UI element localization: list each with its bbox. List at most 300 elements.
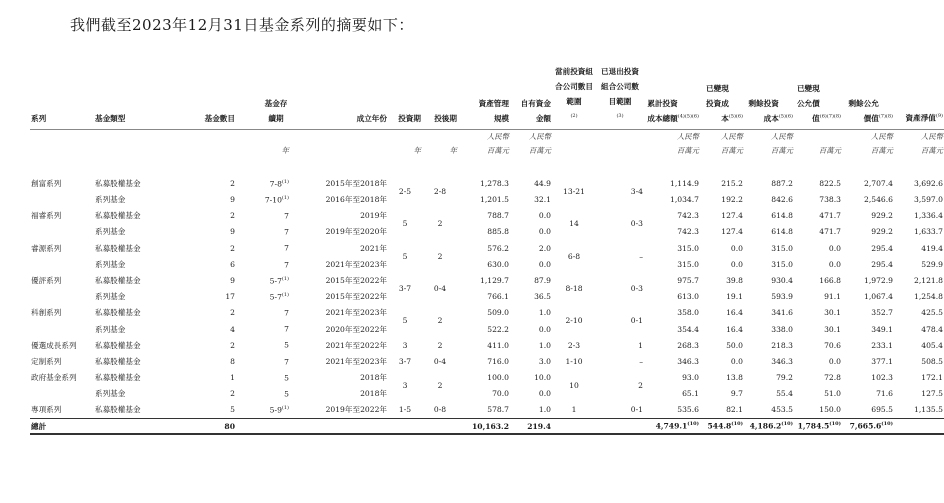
- fund-duration: [236, 256, 290, 272]
- series-name: [30, 386, 94, 402]
- founding-year: 2015年至2018年: [325, 178, 387, 188]
- total-count: 80: [174, 419, 236, 435]
- series-name: 福睿系列: [31, 211, 62, 221]
- own-capital-value: 0.0: [538, 259, 551, 269]
- unit-rmb: 人民幣: [700, 129, 744, 144]
- total-cum-cost-note: (10): [687, 421, 699, 428]
- fund-count: 2: [230, 340, 235, 350]
- remaining-fv-value: 2,707.4: [864, 178, 893, 188]
- cum-cost-value: 268.3: [677, 340, 699, 350]
- header-nav-note: (9): [935, 113, 943, 119]
- cum-cost-value: 315.0: [677, 259, 699, 269]
- nav-value: 425.5: [921, 308, 943, 318]
- fund-duration-value: 7: [284, 260, 289, 270]
- portfolio-count-range: 8-18: [565, 284, 583, 294]
- remaining-fv-value: 349.1: [871, 324, 893, 334]
- header-duration: [236, 64, 290, 129]
- realized-fv-value: 150.0: [819, 405, 841, 415]
- fund-count: 2: [230, 243, 235, 253]
- fund-count: 2: [230, 211, 235, 221]
- fund-duration-value: 7: [284, 357, 289, 367]
- exited-count-range: 0-1: [630, 316, 643, 326]
- aum-value: 766.1: [487, 292, 509, 302]
- unit-rmb: 人民幣: [644, 129, 700, 144]
- realized-cost-value: 13.8: [726, 373, 743, 383]
- fund-count: 2: [230, 178, 235, 188]
- header-exited-count-text: 已退出投資組合公司數目範圍: [601, 67, 639, 106]
- realized-fv-value: 91.1: [824, 292, 841, 302]
- invest-period: 3-7: [398, 284, 412, 294]
- nav-value: 529.9: [921, 259, 943, 269]
- table-row: [30, 240, 944, 256]
- post-invest-period: 2: [437, 316, 443, 326]
- cum-cost-value: 613.0: [677, 292, 699, 302]
- header-remaining-fv-note: (7)(8): [878, 113, 893, 119]
- header-own-capital-text: 自有資金金額: [520, 98, 551, 123]
- remaining-fv-value: 233.1: [871, 340, 893, 350]
- founding-year: 2020年至2022年: [325, 324, 387, 334]
- header-duration-text: 基金存續期: [264, 98, 288, 123]
- header-realized-cost-note: (5)(6): [728, 113, 743, 119]
- fund-duration-value: 7: [284, 324, 289, 334]
- exited-count-range: 3-4: [630, 186, 643, 196]
- remaining-cost-value: 218.3: [771, 340, 793, 350]
- cum-cost-value: 975.7: [677, 275, 699, 285]
- nav-value: 405.4: [921, 340, 943, 350]
- exited-count-range: –: [639, 356, 643, 366]
- table-row: [30, 402, 944, 419]
- remaining-cost-value: 315.0: [771, 259, 793, 269]
- fund-type: 系列基金: [95, 292, 126, 302]
- header-portfolio-count: [552, 64, 596, 129]
- unit-year: 年: [281, 145, 289, 155]
- fund-duration-note: (1): [281, 291, 289, 298]
- header-cum-cost-note: (4)(5)(6): [677, 113, 699, 119]
- table-row: [30, 192, 944, 208]
- fund-duration: [236, 208, 290, 224]
- invest-period: 3: [402, 381, 408, 391]
- header-remaining-cost-text: 剩餘投資成本: [748, 98, 779, 123]
- remaining-fv-value: 71.6: [876, 389, 893, 399]
- header-remaining-cost: [744, 64, 794, 129]
- remaining-fv-value: 929.2: [871, 227, 893, 237]
- unit-million: 百萬元: [870, 145, 893, 155]
- fund-duration: [236, 354, 290, 370]
- unit-million: 百萬元: [528, 145, 551, 155]
- realized-cost-value: 127.4: [721, 227, 743, 237]
- total-aum: 10,163.2: [458, 419, 510, 435]
- remaining-cost-value: 930.4: [771, 275, 793, 285]
- cum-cost-value: 358.0: [677, 308, 699, 318]
- fund-duration-value: 7-8: [269, 179, 282, 189]
- nav-value: 3,597.0: [914, 195, 943, 205]
- series-name: 睿源系列: [31, 243, 62, 253]
- header-portfolio-count-note: (2): [570, 113, 578, 119]
- remaining-fv-value: 929.2: [871, 211, 893, 221]
- series-name: 定制系列: [31, 356, 62, 366]
- exited-count-range: 2: [638, 381, 643, 391]
- own-capital-value: 1.0: [538, 308, 551, 318]
- header-exited-count: [596, 64, 644, 129]
- fund-type: 私募股權基金: [95, 308, 141, 318]
- post-invest-period: 2: [437, 381, 443, 391]
- total-realized-cost: [700, 419, 744, 435]
- invest-period: 1-5: [398, 405, 412, 415]
- header-nav: [894, 64, 944, 129]
- nav-value: 2,121.8: [914, 275, 943, 285]
- fund-count: 2: [230, 389, 235, 399]
- series-name: 創富系列: [31, 178, 62, 188]
- remaining-fv-value: 102.3: [871, 373, 893, 383]
- aum-value: 70.0: [492, 389, 509, 399]
- nav-value: 1,135.5: [914, 405, 943, 415]
- cum-cost-value: 346.3: [677, 356, 699, 366]
- table-row: [30, 256, 944, 272]
- fund-type: 私募股權基金: [95, 243, 141, 253]
- fund-duration-value: 7: [284, 308, 289, 318]
- fund-duration: [236, 192, 290, 208]
- fund-type: 系列基金: [95, 195, 126, 205]
- fund-series-table: [30, 64, 944, 435]
- header-portfolio-count-text: 當前投資組合公司數目範圍: [555, 67, 593, 106]
- cum-cost-value: 742.3: [677, 227, 699, 237]
- cum-cost-value: 742.3: [677, 211, 699, 221]
- total-remaining-cost: [744, 419, 794, 435]
- realized-fv-value: 471.7: [819, 211, 841, 221]
- founding-year: 2021年至2023年: [325, 356, 387, 366]
- founding-year: 2016年至2018年: [325, 195, 387, 205]
- fund-duration-value: 5: [284, 373, 289, 383]
- own-capital-value: 36.5: [534, 292, 551, 302]
- realized-cost-value: 0.0: [730, 259, 743, 269]
- total-remaining-cost-value: 4,186.2: [749, 421, 782, 431]
- realized-cost-value: 50.0: [726, 340, 743, 350]
- exited-count-range: –: [639, 251, 643, 261]
- own-capital-value: 3.0: [538, 356, 551, 366]
- unit-rmb: 人民幣: [510, 129, 552, 144]
- header-realized-cost: [700, 64, 744, 129]
- exited-count-range: 0-1: [630, 405, 643, 415]
- header-post-period: 投後期: [434, 113, 457, 123]
- fund-count: 17: [225, 292, 235, 302]
- invest-period: 5: [402, 251, 408, 261]
- own-capital-value: 87.9: [534, 275, 551, 285]
- realized-fv-value: 471.7: [819, 227, 841, 237]
- cum-cost-value: 535.6: [677, 405, 699, 415]
- header-cum-cost-text: 累計投資成本總額: [647, 98, 678, 123]
- fund-duration-value: 7-10: [264, 195, 282, 205]
- cum-cost-value: 315.0: [677, 243, 699, 253]
- table-row: [30, 208, 944, 224]
- remaining-fv-value: 1,067.4: [864, 292, 893, 302]
- remaining-fv-value: 295.4: [871, 259, 893, 269]
- own-capital-value: 10.0: [534, 373, 551, 383]
- realized-fv-value: 30.1: [824, 308, 841, 318]
- aum-value: 100.0: [487, 373, 509, 383]
- series-name: [30, 289, 94, 305]
- own-capital-value: 2.0: [538, 243, 551, 253]
- fund-duration: [236, 240, 290, 256]
- realized-fv-value: 51.0: [824, 389, 841, 399]
- fund-type: 系列基金: [95, 259, 126, 269]
- remaining-cost-value: 79.2: [776, 373, 793, 383]
- exited-count-range: 0-3: [630, 284, 643, 294]
- founding-year: 2019年至2020年: [325, 227, 387, 237]
- post-invest-period: 0-4: [433, 284, 447, 294]
- fund-duration: [236, 321, 290, 337]
- total-remaining-fv-note: (10): [881, 421, 893, 428]
- realized-fv-value: 30.1: [824, 324, 841, 334]
- fund-duration: [236, 224, 290, 240]
- fund-duration-value: 7: [284, 211, 289, 221]
- own-capital-value: 0.0: [538, 227, 551, 237]
- total-remaining-fv: [842, 419, 894, 435]
- table-body: [30, 176, 944, 419]
- fund-duration: [236, 289, 290, 305]
- aum-value: 522.2: [487, 324, 509, 334]
- post-invest-period: 0-8: [433, 405, 447, 415]
- table-row: [30, 321, 944, 337]
- header-fund-type: 基金類型: [95, 113, 126, 123]
- fund-duration-value: 7: [284, 243, 289, 253]
- fund-duration-note: (1): [281, 275, 289, 282]
- fund-duration-value: 7: [284, 227, 289, 237]
- founding-year: 2019年至2022年: [325, 405, 387, 415]
- realized-cost-value: 192.2: [721, 195, 743, 205]
- fund-type: 私募股權基金: [95, 340, 141, 350]
- fund-type: 系列基金: [95, 324, 126, 334]
- portfolio-count-range: 2-3: [567, 340, 581, 350]
- cum-cost-value: 93.0: [682, 373, 699, 383]
- table-row: [30, 337, 944, 353]
- series-name: 優選成長系列: [31, 340, 77, 350]
- unit-year: 年: [449, 145, 457, 155]
- units-row-currency: [30, 129, 944, 144]
- unit-million: 百萬元: [920, 145, 943, 155]
- header-fund-count: 基金數目: [204, 113, 235, 123]
- fund-type: 私募股權基金: [95, 373, 141, 383]
- nav-value: 478.4: [921, 324, 943, 334]
- post-invest-period: 2: [437, 251, 443, 261]
- founding-year: 2021年至2023年: [325, 308, 387, 318]
- fund-count: 1: [230, 373, 235, 383]
- remaining-cost-value: 614.8: [771, 211, 793, 221]
- table-row: [30, 305, 944, 321]
- header-realized-fv: [794, 64, 842, 129]
- fund-duration-value: 5: [284, 340, 289, 350]
- own-capital-value: 0.0: [538, 211, 551, 221]
- series-name: [30, 321, 94, 337]
- header-remaining-cost-note: (5)(6): [778, 113, 793, 119]
- nav-value: 1,336.4: [914, 211, 943, 221]
- fund-count: 8: [230, 356, 235, 366]
- fund-duration-value: 5-9: [269, 405, 282, 415]
- fund-type: 系列基金: [95, 389, 126, 399]
- invest-period: 5: [402, 316, 408, 326]
- fund-count: 2: [230, 308, 235, 318]
- remaining-cost-value: 593.9: [771, 292, 793, 302]
- remaining-cost-value: 453.5: [771, 405, 793, 415]
- founding-year: 2021年: [360, 243, 387, 253]
- invest-period: 5: [402, 219, 408, 229]
- table-row: [30, 354, 944, 370]
- table-header: [30, 64, 944, 176]
- table-row: [30, 386, 944, 402]
- units-row-million: [30, 144, 944, 158]
- invest-period: 3: [402, 340, 408, 350]
- fund-type: 私募股權基金: [95, 405, 141, 415]
- founding-year: 2019年: [360, 211, 387, 221]
- post-invest-period: 2: [437, 219, 443, 229]
- realized-fv-value: 738.3: [819, 195, 841, 205]
- exited-count-range: 1: [638, 340, 643, 350]
- fund-type: 系列基金: [95, 227, 126, 237]
- realized-cost-value: 82.1: [726, 405, 743, 415]
- unit-rmb: 人民幣: [842, 129, 894, 144]
- realized-cost-value: 9.7: [730, 389, 743, 399]
- unit-million: 百萬元: [770, 145, 793, 155]
- post-invest-period: 2: [437, 340, 443, 350]
- realized-cost-value: 215.2: [721, 178, 743, 188]
- portfolio-count-range: 6-8: [567, 251, 581, 261]
- remaining-cost-value: 338.0: [771, 324, 793, 334]
- founding-year: 2015年至2022年: [325, 292, 387, 302]
- aum-value: 576.2: [487, 243, 509, 253]
- aum-value: 716.0: [487, 356, 509, 366]
- unit-million: 百萬元: [486, 145, 509, 155]
- aum-value: 1,129.7: [480, 275, 509, 285]
- fund-duration-note: (1): [281, 178, 289, 185]
- fund-type: 私募股權基金: [95, 356, 141, 366]
- realized-cost-value: 16.4: [726, 324, 743, 334]
- nav-value: 1,254.8: [914, 292, 943, 302]
- portfolio-count-range: 13-21: [563, 186, 585, 196]
- aum-value: 578.7: [487, 405, 509, 415]
- fund-duration: [236, 305, 290, 321]
- header-remaining-fv-text: 剩餘公允價值: [848, 98, 879, 123]
- total-realized-fv-note: (10): [829, 421, 841, 428]
- fund-duration-note: (1): [281, 194, 289, 201]
- founding-year: 2015年至2022年: [325, 275, 387, 285]
- realized-cost-value: 19.1: [726, 292, 743, 302]
- portfolio-count-range: 1-10: [565, 356, 583, 366]
- realized-fv-value: 0.0: [828, 243, 841, 253]
- fund-count: 6: [230, 259, 235, 269]
- total-realized-cost-value: 544.8: [707, 421, 732, 431]
- header-invest-period: 投資期: [398, 113, 421, 123]
- own-capital-value: 32.1: [534, 195, 551, 205]
- remaining-fv-value: 1,972.9: [864, 275, 893, 285]
- intro-text: 我們截至2023年12月31日基金系列的摘要如下：: [70, 16, 414, 34]
- unit-million: 百萬元: [720, 145, 743, 155]
- header-remaining-fv: [842, 64, 894, 129]
- remaining-cost-value: 887.2: [771, 178, 793, 188]
- portfolio-count-range: 14: [569, 219, 579, 229]
- realized-cost-value: 127.4: [721, 211, 743, 221]
- fund-type: 私募股權基金: [95, 275, 141, 285]
- own-capital-value: 1.0: [538, 340, 551, 350]
- cum-cost-value: 1,034.7: [670, 195, 699, 205]
- header-exited-count-note: (3): [616, 113, 624, 119]
- fund-count: 9: [230, 195, 235, 205]
- realized-fv-value: 70.6: [824, 340, 841, 350]
- aum-value: 630.0: [487, 259, 509, 269]
- header-realized-fv-note: (6)(7)(8): [819, 113, 841, 119]
- realized-cost-value: 0.0: [730, 356, 743, 366]
- total-cum-cost: [644, 419, 700, 435]
- total-own: 219.4: [510, 419, 552, 435]
- founding-year: 2021年至2022年: [325, 340, 387, 350]
- realized-cost-value: 16.4: [726, 308, 743, 318]
- header-realized-fv-text: 已變現公允價值: [796, 83, 820, 123]
- header-aum: [458, 64, 510, 129]
- fund-duration: [236, 176, 290, 192]
- realized-fv-value: 166.8: [819, 275, 841, 285]
- fund-type: 私募股權基金: [95, 211, 141, 221]
- total-row: [30, 419, 944, 435]
- aum-value: 885.8: [487, 227, 509, 237]
- fund-duration: [236, 386, 290, 402]
- realized-fv-value: 822.5: [819, 178, 841, 188]
- exited-count-range: 0-3: [630, 219, 643, 229]
- invest-period: 2-5: [398, 186, 412, 196]
- remaining-cost-value: 614.8: [771, 227, 793, 237]
- fund-count: 9: [230, 227, 235, 237]
- header-year: 成立年份: [356, 113, 387, 123]
- series-name: 科創系列: [31, 308, 62, 318]
- fund-count: 4: [230, 324, 235, 334]
- table-row: [30, 289, 944, 305]
- remaining-cost-value: 346.3: [771, 356, 793, 366]
- table-row: [30, 273, 944, 289]
- nav-value: 127.5: [921, 389, 943, 399]
- own-capital-value: 1.0: [538, 405, 551, 415]
- own-capital-value: 0.0: [538, 389, 551, 399]
- remaining-fv-value: 377.1: [871, 356, 893, 366]
- table-row: [30, 176, 944, 192]
- fund-duration: [236, 337, 290, 353]
- fund-duration: [236, 402, 290, 419]
- total-realized-fv-value: 1,784.5: [797, 421, 830, 431]
- series-name: 政府基金系列: [31, 373, 77, 383]
- header-cum-cost: [644, 64, 700, 129]
- header-aum-text: 資產管理規模: [478, 98, 509, 123]
- realized-fv-value: 72.8: [824, 373, 841, 383]
- fund-count: 5: [230, 405, 235, 415]
- series-name: [30, 192, 94, 208]
- own-capital-value: 0.0: [538, 324, 551, 334]
- nav-value: 508.5: [921, 356, 943, 366]
- realized-cost-value: 39.8: [726, 275, 743, 285]
- aum-value: 509.0: [487, 308, 509, 318]
- series-name: [30, 224, 94, 240]
- portfolio-count-range: 1: [571, 405, 577, 415]
- header-realized-cost-text: 已變現投資成本: [706, 83, 729, 123]
- nav-value: 419.4: [921, 243, 943, 253]
- remaining-cost-value: 55.4: [776, 389, 793, 399]
- founding-year: 2021年至2023年: [325, 259, 387, 269]
- nav-value: 172.1: [921, 373, 943, 383]
- total-realized-fv: [794, 419, 842, 435]
- total-remaining-fv-value: 7,665.6: [849, 421, 882, 431]
- table-row: [30, 370, 944, 386]
- fund-type: 私募股權基金: [95, 178, 141, 188]
- realized-cost-value: 0.0: [730, 243, 743, 253]
- aum-value: 1,278.3: [480, 178, 509, 188]
- nav-value: 1,633.7: [914, 227, 943, 237]
- aum-value: 788.7: [487, 211, 509, 221]
- aum-value: 1,201.5: [480, 195, 509, 205]
